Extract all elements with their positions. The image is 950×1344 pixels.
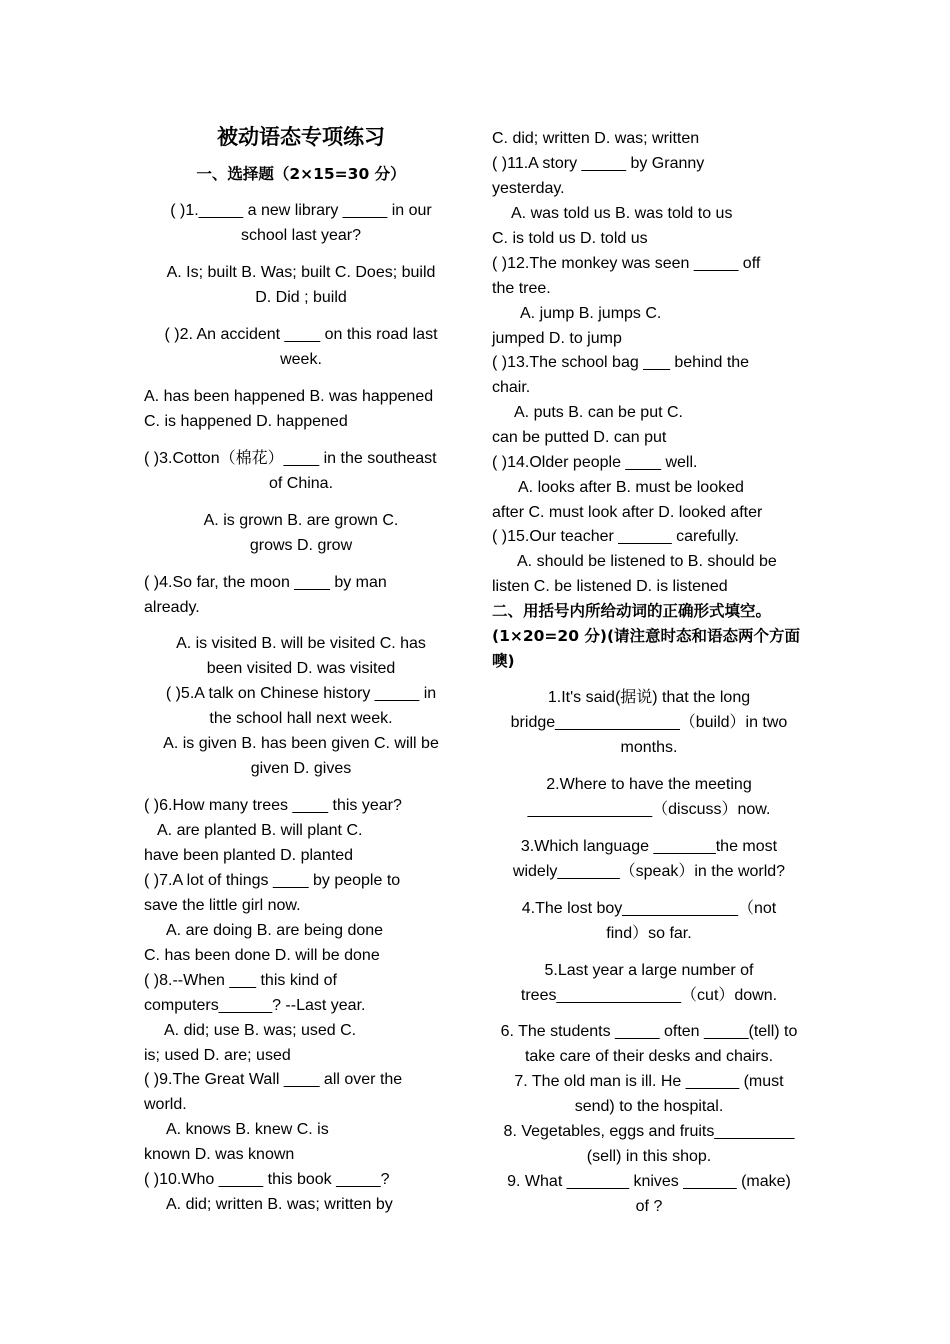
- options-8: is; used D. are; used: [144, 1047, 291, 1064]
- options-11: C. is told us D. told us: [492, 230, 648, 247]
- question-5: the school hall next week.: [209, 710, 393, 727]
- fill-item-1: 1.It's said(据说) that the long: [547, 689, 751, 706]
- question-2: week.: [280, 351, 322, 368]
- options-4: been visited D. was visited: [206, 660, 396, 677]
- question-1: school last year?: [240, 227, 362, 244]
- question-14: ( )14.Older people ____ well.: [492, 454, 698, 471]
- options-11: A. was told us B. was told to us: [511, 205, 733, 222]
- options-9: A. knows B. knew C. is: [166, 1121, 329, 1138]
- fill-item-7: 7. The old man is ill. He ______ (must: [514, 1073, 784, 1090]
- options-9: known D. was known: [144, 1146, 295, 1163]
- question-4: ( )4.So far, the moon ____ by man: [144, 574, 387, 591]
- fill-item-2: 2.Where to have the meeting: [546, 776, 752, 793]
- question-6: ( )6.How many trees ____ this year?: [144, 797, 402, 814]
- section-heading-choice: 一、选择题（2×15=30 分）: [196, 165, 406, 183]
- fill-item-3: 3.Which language _______the most: [520, 838, 778, 855]
- options-14: A. looks after B. must be looked: [518, 479, 744, 496]
- question-3: of China.: [268, 475, 334, 492]
- options-14: after C. must look after D. looked after: [492, 504, 763, 521]
- fill-item-2: ______________（discuss）now.: [527, 801, 771, 818]
- options-3: A. is grown B. are grown C.: [203, 512, 399, 529]
- options-10: A. did; written B. was; written by: [166, 1196, 393, 1213]
- page-title: 被动语态专项练习: [217, 124, 385, 149]
- options-10: C. did; written D. was; written: [492, 130, 700, 147]
- question-1: ( )1._____ a new library _____ in our: [170, 202, 432, 219]
- fill-item-8: (sell) in this shop.: [586, 1148, 712, 1165]
- options-5: A. is given B. has been given C. will be: [163, 735, 439, 752]
- options-13: A. puts B. can be put C.: [514, 404, 683, 421]
- question-8: ( )8.--When ___ this kind of: [144, 972, 337, 989]
- question-11: ( )11.A story _____ by Granny: [492, 155, 705, 172]
- options-6: A. are planted B. will plant C.: [157, 822, 363, 839]
- fill-item-4: find）so far.: [606, 925, 692, 942]
- question-8: computers______? --Last year.: [144, 997, 366, 1014]
- fill-item-4: 4.The lost boy_____________（not: [521, 900, 777, 917]
- options-15: listen C. be listened D. is listened: [492, 578, 728, 595]
- options-1: D. Did ; build: [255, 289, 347, 306]
- options-4: A. is visited B. will be visited C. has: [176, 635, 426, 652]
- question-12: ( )12.The monkey was seen _____ off: [492, 255, 761, 272]
- question-10: ( )10.Who _____ this book _____?: [144, 1171, 390, 1188]
- options-3: grows D. grow: [249, 537, 353, 554]
- options-1: A. Is; built B. Was; built C. Does; build: [166, 264, 436, 281]
- question-13: ( )13.The school bag ___ behind the: [492, 354, 750, 371]
- options-2: C. is happened D. happened: [144, 413, 348, 430]
- options-12: A. jump B. jumps C.: [520, 305, 662, 322]
- question-2: ( )2. An accident ____ on this road last: [164, 326, 438, 343]
- fill-item-3: widely_______（speak）in the world?: [512, 863, 786, 880]
- fill-item-7: send) to the hospital.: [574, 1098, 724, 1115]
- question-9: ( )9.The Great Wall ____ all over the: [144, 1071, 403, 1088]
- options-12: jumped D. to jump: [492, 330, 622, 347]
- fill-item-5: trees______________（cut）down.: [520, 987, 778, 1004]
- fill-item-5: 5.Last year a large number of: [544, 962, 754, 979]
- options-2: A. has been happened B. was happened: [144, 388, 434, 405]
- question-3: ( )3.Cotton（棉花）____ in the southeast: [144, 450, 437, 467]
- question-11: yesterday.: [492, 180, 565, 197]
- section-heading-fill: 二、用括号内所给动词的正确形式填空。: [492, 602, 772, 620]
- question-7: save the little girl now.: [144, 897, 301, 914]
- options-15: A. should be listened to B. should be: [517, 553, 777, 570]
- fill-item-1: bridge______________（build）in two: [510, 714, 788, 731]
- options-7: C. has been done D. will be done: [144, 947, 380, 964]
- fill-item-1: months.: [620, 739, 678, 756]
- options-8: A. did; use B. was; used C.: [164, 1022, 357, 1039]
- question-12: the tree.: [492, 280, 551, 297]
- fill-item-9: 9. What _______ knives ______ (make): [507, 1173, 791, 1190]
- options-13: can be putted D. can put: [492, 429, 667, 446]
- options-5: given D. gives: [250, 760, 352, 777]
- fill-item-6: take care of their desks and chairs.: [524, 1048, 774, 1065]
- options-6: have been planted D. planted: [144, 847, 354, 864]
- question-13: chair.: [492, 379, 531, 396]
- fill-item-8: 8. Vegetables, eggs and fruits_________: [503, 1123, 795, 1140]
- fill-item-6: 6. The students _____ often _____(tell) to: [500, 1023, 798, 1040]
- question-7: ( )7.A lot of things ____ by people to: [144, 872, 401, 889]
- fill-item-9: of ?: [635, 1198, 663, 1215]
- question-9: world.: [144, 1096, 187, 1113]
- question-4: already.: [144, 599, 200, 616]
- question-5: ( )5.A talk on Chinese history _____ in: [165, 685, 437, 702]
- section-heading-fill: 噢): [492, 652, 515, 670]
- section-heading-fill: (1×20=20 分)(请注意时态和语态两个方面: [492, 627, 801, 645]
- question-15: ( )15.Our teacher ______ carefully.: [492, 528, 739, 545]
- options-7: A. are doing B. are being done: [166, 922, 384, 939]
